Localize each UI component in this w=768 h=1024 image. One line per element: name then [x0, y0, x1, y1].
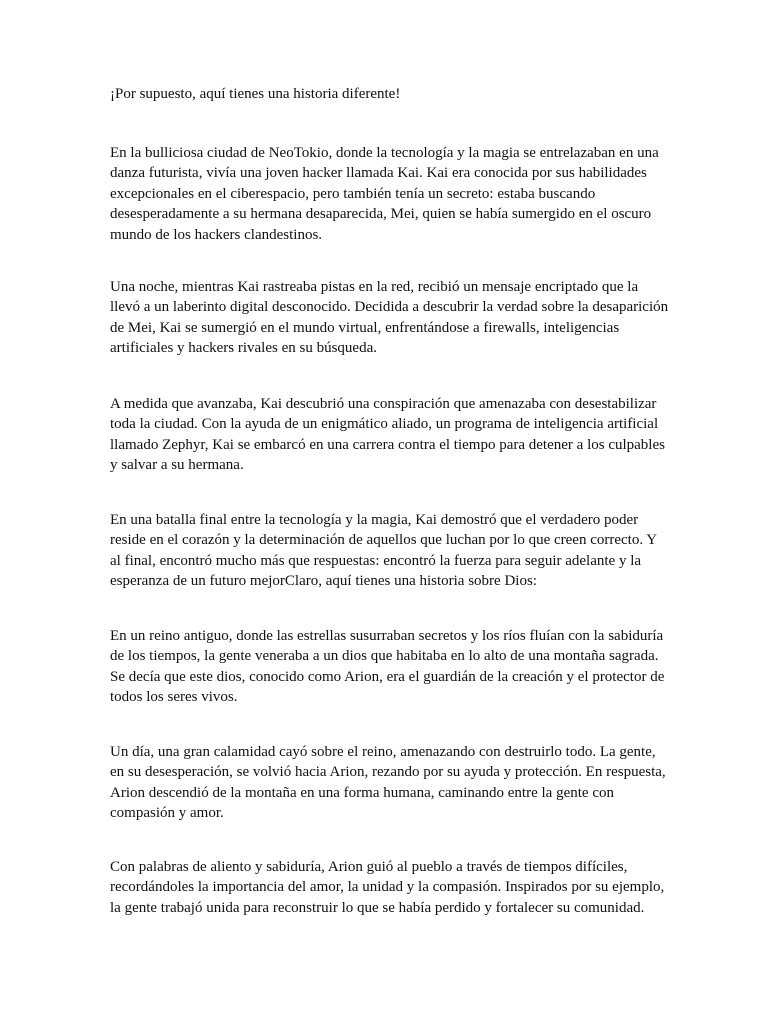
paragraph-5: En un reino antiguo, donde las estrellas susurraban secretos y los ríos fluían con la sabiduría de los tiempos, la gente veneraba a un dios que habitaba en lo alto de una montaña sagrada. Se decía que este dios, conocido como Arion, era el guardián de la creación y el protector de todos los seres vivos.: [110, 628, 665, 706]
paragraph-4: En una batalla final entre la tecnología y la magia, Kai demostró que el verdadero poder reside en el corazón y la determinación de aquellos que luchan por lo que creen correcto. Y al final, encontró mucho más que respuestas: encontró la fuerza para seguir adelante y la esperanza de un futuro mejorClaro, aquí tienes una historia sobre Dios:: [110, 512, 657, 590]
paragraph-2: Una noche, mientras Kai rastreaba pistas en la red, recibió un mensaje encriptado que la llevó a un laberinto digital desconocido. Decidida a descubrir la verdad sobre la desaparición de Mei, Kai se sumergió en el mundo virtual, enfrentándose a firewalls, inteligencias artificiales y hackers rivales en su búsqueda.: [110, 279, 669, 357]
paragraph-1: En la bulliciosa ciudad de NeoTokio, donde la tecnología y la magia se entrelazaban en una danza futurista, vivía una joven hacker llamada Kai. Kai era conocida por sus habilidades excepcionales en el ciberespacio, pero también tenía un secreto: estaba buscando desesperadamente a su hermana desaparecida, Mei, quien se había sumergido en el oscuro mundo de los hackers clandestinos.: [110, 145, 659, 243]
paragraph-7: Con palabras de aliento y sabiduría, Arion guió al pueblo a través de tiempos difíciles, recordándoles la importancia del amor, la unidad y la compasión. Inspirados por su ejemplo, la gente trabajó unida para reconstruir lo que se había perdido y fortalecer su comunidad.: [110, 859, 665, 916]
intro-line: ¡Por supuesto, aquí tienes una historia diferente!: [110, 86, 401, 102]
paragraph-3: A medida que avanzaba, Kai descubrió una conspiración que amenazaba con desestabilizar toda la ciudad. Con la ayuda de un enigmático aliado, un programa de inteligencia artificial llamado Zephyr, Kai se embarcó en una carrera contra el tiempo para detener a los culpables y salvar a su hermana.: [110, 396, 665, 474]
paragraph-6: Un día, una gran calamidad cayó sobre el reino, amenazando con destruirlo todo. La gente, en su desesperación, se volvió hacia Arion, rezando por su ayuda y protección. En respuesta, Arion descendió de la montaña en una forma humana, caminando entre la gente con compasión y amor.: [110, 744, 666, 822]
